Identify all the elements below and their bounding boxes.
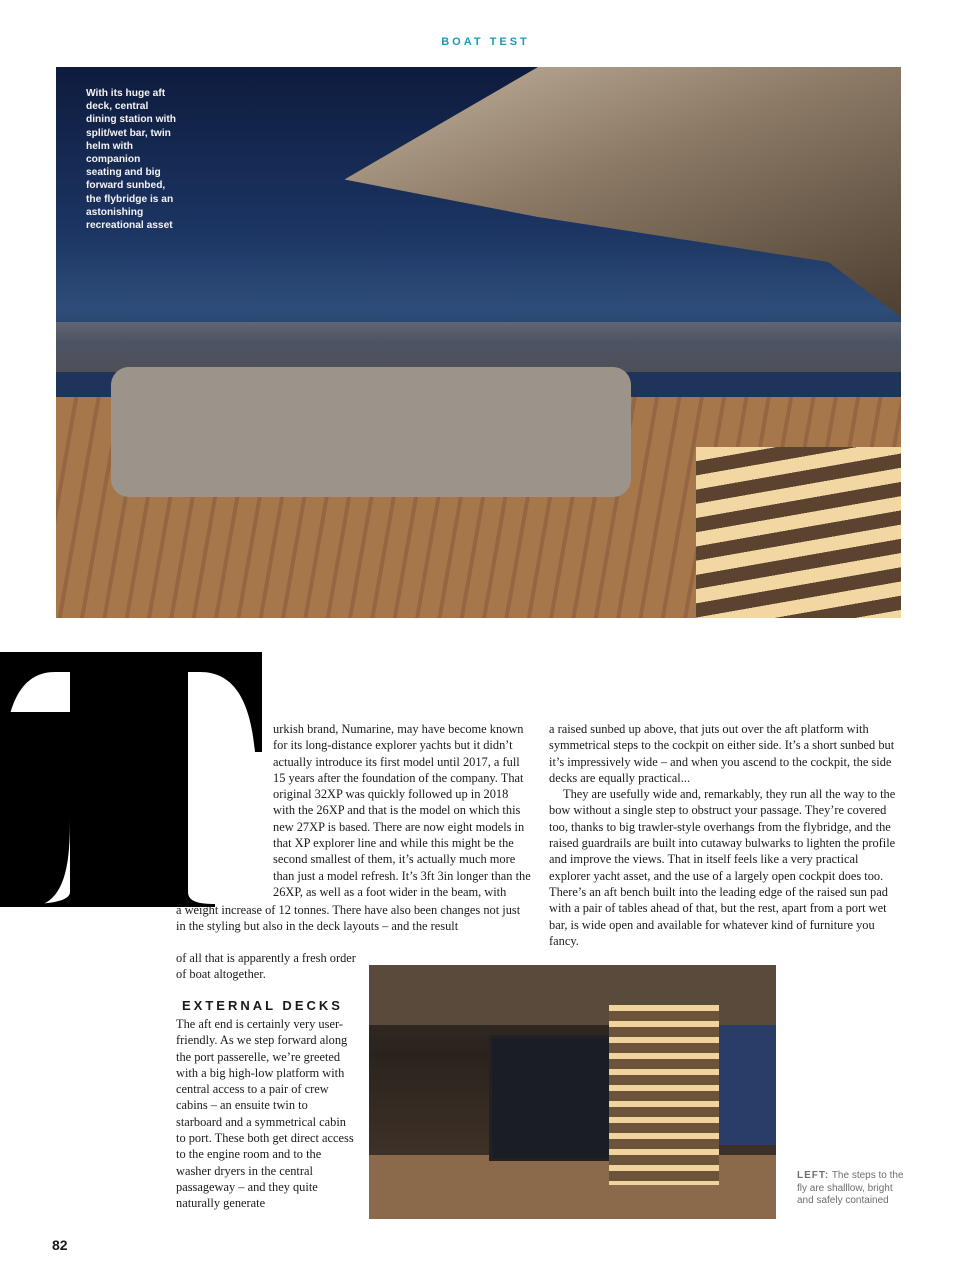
lounge-sofa (111, 367, 631, 497)
body-paragraph-1b: a weight increase of 12 tonnes. There have also been changes not just in the styling but also in the deck layouts – and the result (176, 903, 521, 934)
illuminated-steps (609, 1005, 719, 1185)
body-paragraph-1a: urkish brand, Numarine, may have become known for its long-distance explorer yachts but it didn’t actually introduce its first model until 2017, a full 15 years after the foundation of the company. That original 32XP was quickly followed up in 2018 with the 26XP and that is the model on which this new 27XP is based. There are now eight models in that XP explorer line and while this might be the second smallest of them, it’s actually much more than just a model refresh. It’s 3ft 3in longer than the 26XP, as well as a foot wider in the beam, with (273, 722, 531, 899)
dropcap-letter (0, 652, 262, 907)
body-column-right (549, 721, 901, 949)
body-paragraph-2: The aft end is certainly very user-friendly. As we step forward along the port passerelle, we’re greeted with a big high-low platform with central access to a pair of crew cabins – an ensuite twin to starboard and a symmetrical cabin to port. These both get direct access to the engine room and to the washer dryers in the central passageway – and they quite naturally generate (176, 1017, 354, 1211)
body-paragraph-3: a raised sunbed up above, that juts out over the aft platform with symmetrical steps to the cockpit on either side. It’s a short sunbed but it’s impressively wide – and when you ascend to the cockpit, the side decks are equally practical... (549, 722, 895, 785)
section-tag: BOAT TEST (441, 36, 530, 48)
hardtop-canopy (296, 67, 901, 317)
photo-caption (797, 1170, 907, 1208)
lit-stairwell (696, 447, 901, 618)
night-view (719, 1025, 776, 1145)
section-heading: EXTERNAL DECKS (182, 998, 343, 1013)
hero-caption: With its huge aft deck, central dining station with split/wet bar, twin helm with companion seating and big forward sunbed, the flybridge is an astonishing recreational asset (86, 88, 176, 232)
photo-cockpit-steps (369, 965, 776, 1219)
saloon-doors (489, 1035, 615, 1161)
page-number: 82 (52, 1237, 68, 1253)
caption-tag: LEFT: (797, 1170, 830, 1181)
body-paragraph-4: They are usefully wide and, remarkably, they run all the way to the bow without a single step to obstruct your passage. They’re covered too, thanks to big trawler-style overhangs from the flybridge, and the raised guardrails are built into cutaway bulwarks to lighten the profile and improve the views. That in itself feels like a very practical explorer yacht asset, and the use of a largely open cockpit does too. There’s an aft bench built into the leading edge of the raised sun pad with a pair of tables ahead of that, but the rest, apart from a port wet bar, is wide open and available for whatever kind of furniture you fancy. (549, 787, 896, 948)
body-paragraph-1c: of all that is apparently a fresh order of boat altogether. (176, 951, 356, 982)
hero-photo-flybridge (56, 67, 901, 618)
caption-text: The steps to the fly are shalllow, bright and safely contained (797, 1170, 904, 1206)
